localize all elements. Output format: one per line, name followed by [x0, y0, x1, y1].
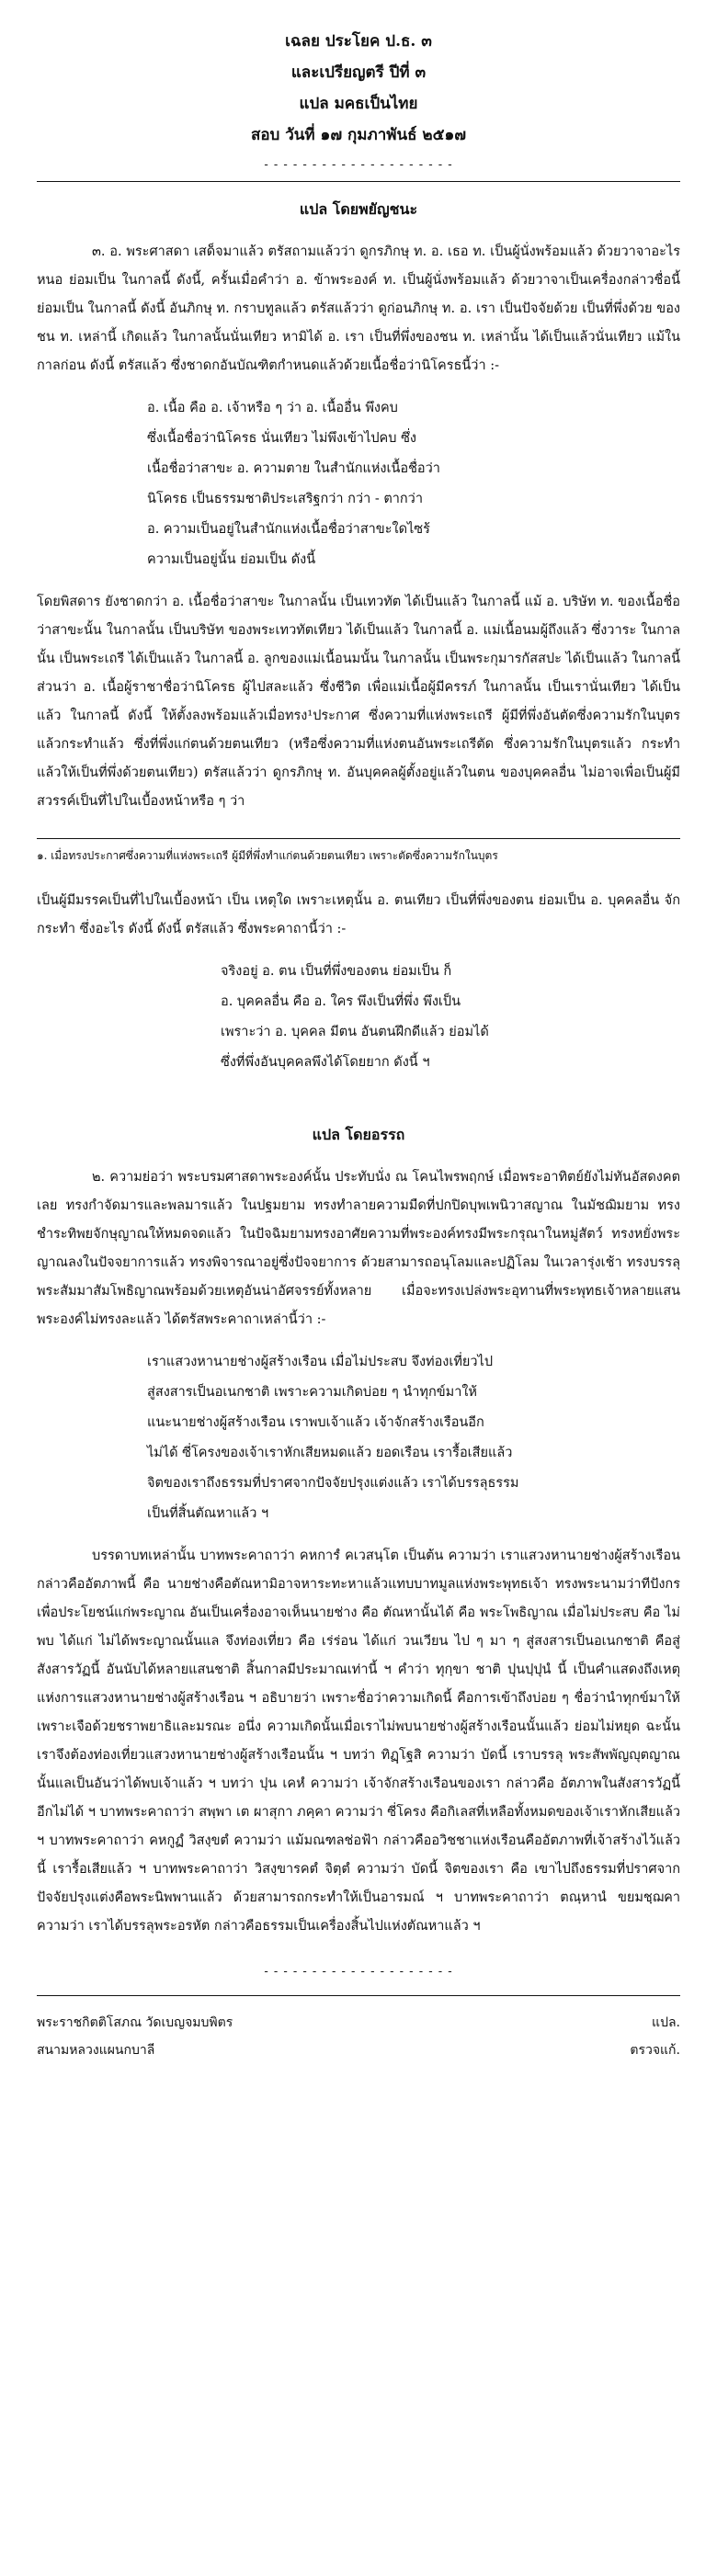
signature-role: แปล. [652, 2015, 680, 2030]
verse-line: ความเป็นอยู่นั้น ย่อมเป็น ดังนี้ [147, 552, 316, 567]
divider-rule [37, 181, 680, 182]
verse-line: เราแสวงหานายช่างผู้สร้างเรือน เมื่อไม่ประสบ จึงท่องเที่ยวไป [147, 1355, 494, 1369]
header-line-exam: เฉลย ประโยค ป.ธ. ๓ [285, 32, 432, 51]
header-line-subject: แปล มคธเป็นไทย [299, 95, 418, 113]
paragraph-literal-1: ๓. อ. พระศาสดา เสด็จมาแล้ว ตรัสถามแล้วว่า ดูกรภิกษุ ท. อ. เธอ ท. เป็นผู้นั่งพร้อมแล้ว ด้วยวาจาอะไรหนอ ย่อมเป็น ในกาลนี้ ดังนี้, ครั้นเมื่อคำว่า อ. ข้าพระองค์ ท. เป็นผู้นั่งพร้อมแล้ว ด้วยวาจาเป็นเครื่องกล่าวชื่อนี้ ย่อมเป็น ในกาลนี้ ดังนี้ อันภิกษุ ท. กราบทูลแล้ว ตรัสแล้วว่า ดูก่อนภิกษุ ท. อ. เรา เป็นปัจจัยด้วย เป็นที่พึ่งด้วย ของชน ท. เหล่านี้ เกิดแล้ว ในกาลนั้นนั่นเทียว หามิได้ อ. เรา เป็นที่พึ่งของชน ท. เหล่านั้น ได้เป็นแล้วนั่นเทียว แม้ในกาลก่อน ดังนี้ ตรัสแล้ว ซึ่งชาดกอันบัณฑิตกำหนดแล้วด้วยเนื้อชื่อว่านิโครธนี้ว่า :- [37, 244, 680, 373]
separator-top: - - - - - - - - - - - - - - - - - - - - [264, 158, 453, 172]
verse-line: อ. ความเป็นอยู่ในสำนักแห่งเนื้อชื่อว่าสาขะใดไซร้ [147, 522, 430, 537]
verse-line: อ. เนื้อ คือ อ. เจ้าหรือ ๆ ว่า อ. เนื้ออื่น พึงคบ [147, 401, 398, 415]
signature-reviewer [37, 2037, 680, 2064]
verse-block-3 [147, 1347, 680, 1529]
signature-translator [37, 2009, 680, 2037]
verse-line: จิตของเราถึงธรรมที่ปราศจากปัจจัยปรุงแต่งแล้ว เราได้บรรลุธรรม [147, 1476, 519, 1491]
verse-line: จริงอยู่ อ. ตน เป็นที่พึ่งของตน ย่อมเป็น ก็ [221, 964, 452, 979]
footnote-rule [37, 838, 680, 839]
section-title-meaning: แปล โดยอรรถ [312, 1126, 405, 1143]
verse-block-1 [147, 393, 680, 575]
header-line-level: และเปรียญตรี ปีที่ ๓ [290, 63, 427, 82]
verse-line: ซึ่งเนื้อชื่อว่านิโครธ นั่นเทียว ไม่พึงเข้าไปคบ ซึ่ง [147, 431, 416, 446]
signature-role: ตรวจแก้. [630, 2043, 680, 2058]
separator-end: - - - - - - - - - - - - - - - - - - - - [264, 1965, 453, 1979]
document-header [37, 26, 680, 151]
verse-line: เนื้อชื่อว่าสาขะ อ. ความตาย ในสำนักแห่งเนื้อชื่อว่า [147, 461, 440, 476]
paragraph-literal-3: เป็นผู้มีมรรคเป็นที่ไปในเบื้องหน้า เป็น เหตุใด เพราะเหตุนั้น อ. ตนเทียว เป็นที่พึ่งของตน ย่อมเป็น อ. บุคคลอื่น จักกระทำ ซึ่งอะไร ดังนี้ ดังนี้ ตรัสแล้ว ซึ่งพระคาถานี้ว่า :- [37, 893, 680, 936]
section-title-literal: แปล โดยพยัญชนะ [299, 200, 418, 218]
signature-rule [37, 1995, 680, 1996]
verse-line: แนะนายช่างผู้สร้างเรือน เราพบเจ้าแล้ว เจ้าจักสร้างเรือนอีก [147, 1415, 484, 1430]
verse-line: นิโครธ เป็นธรรมชาติประเสริฐกว่า กว่า - ตากว่า [147, 492, 423, 506]
verse-line: เป็นที่สิ้นตัณหาแล้ว ฯ [147, 1506, 269, 1521]
paragraph-literal-2: โดยพิสดาร ยังชาดกว่า อ. เนื้อชื่อว่าสาขะ ในกาลนั้น เป็นเทวทัต ได้เป็นแล้ว ในกาลนี้ แม้ อ. บริษัท ท. ของเนื้อชื่อว่าสาขะนั้น ในกาลนั้น เป็นบริษัท ของพระเทวทัตเทียว ได้เป็นแล้ว ในกาลนี้ อ. แม่เนื้อนมผู้ถึงแล้ว ซึ่งวาระ ในกาลนั้น เป็นพระเถรี ได้เป็นแล้ว ในกาลนี้ อ. ลูกของแม่เนื้อนมนั้น ในกาลนั้น เป็นพระกุมารกัสสปะ ได้เป็นแล้ว ในกาลนี้ ส่วนว่า อ. เนื้อผู้ราชาชื่อว่านิโครธ ผู้ไปสละแล้ว ซึ่งชีวิต เพื่อแม่เนื้อผู้มีครรภ์ ในกาลนั้น เป็นเรานั่นเทียว ได้เป็นแล้ว ในกาลนี้ ดังนี้ ให้ตั้งลงพร้อมแล้วเมื่อทรง¹ประกาศ ซึ่งความที่แห่งพระเถรี ผู้มีที่พึ่งอันตัดซึ่งความรักในบุตรแล้วกระทำแล้ว ซึ่งที่พึ่งแก่ตนด้วยตนเทียว (หรือซึ่งความที่แห่งตนอันพระเถรีตัด ซึ่งความรักในบุตรแล้ว กระทำแล้วให้เป็นที่พึ่งด้วยตนเทียว) ตรัสแล้วว่า ดูกรภิกษุ ท. อันบุคคลผู้ตั้งอยู่แล้วในตน ของบุคคลอื่น ไม่อาจเพื่อเป็นผู้มีสวรรค์เป็นที่ไปในเบื้องหน้าหรือ ๆ ว่า [37, 595, 680, 809]
footnote: ๑. เมื่อทรงประกาศซึ่งความที่แห่งพระเถรี ผู้มีที่พึ่งทำแก่ตนด้วยตนเทียว เพราะตัดซึ่งความรักในบุตร [37, 849, 498, 862]
header-line-date: สอบ วันที่ ๑๗ กุมภาพันธ์ ๒๕๑๗ [250, 126, 467, 144]
verse-line: เพราะว่า อ. บุคคล มีตน อันตนฝึกดีแล้ว ย่อมได้ [221, 1025, 489, 1039]
verse-block-2 [221, 957, 680, 1078]
signature-name: พระราชกิตติโสภณ วัดเบญจมบพิตร [37, 2015, 233, 2030]
signature-name: สนามหลวงแผนกบาลี [37, 2043, 155, 2058]
verse-line: ซึ่งที่พึ่งอันบุคคลพึงได้โดยยาก ดังนี้ ฯ [221, 1055, 430, 1070]
paragraph-meaning-1: ๒. ความย่อว่า พระบรมศาสดาพระองค์นั้น ประทับนั่ง ณ โคนไพรพฤกษ์ เมื่อพระอาทิตย์ยังไม่ทันอัสดงคตเลย ทรงกำจัดมารและพลมารแล้ว ในปฐมยาม ทรงทำลายความมืดที่ปกปิดบุพเพนิวาสญาณ ในมัชฌิมยาม ทรงชำระทิพยจักษุญาณให้หมดจดแล้ว ในปัจฉิมยามทรงอาศัยความที่พระองค์ทรงมีพระกรุณาในหมู่สัตว์ ทรงหยั่งพระญาณลงในปัจจยาการแล้ว ทรงพิจารณาอยู่ซึ่งปัจจยาการ ด้วยสามารถอนุโลมและปฏิโลม ในเวลารุ่งเช้า ทรงบรรลุพระสัมมาสัมโพธิญาณพร้อมด้วยเหตุอันน่าอัศจรรย์ทั้งหลาย เมื่อจะทรงเปล่งพระอุทานที่พระพุทธเจ้าหลายแสนพระองค์ไม่ทรงละแล้ว ได้ตรัสพระคาถาเหล่านี้ว่า :- [37, 1170, 680, 1327]
verse-line: สู่สงสารเป็นอเนกชาติ เพราะความเกิดบ่อย ๆ นำทุกข์มาให้ [147, 1385, 477, 1400]
verse-line: อ. บุคคลอื่น คือ อ. ใคร พึงเป็นที่พึ่ง พึงเป็น [221, 994, 461, 1009]
verse-line: ไม่ได้ ซี่โครงของเจ้าเราหักเสียหมดแล้ว ยอดเรือน เรารื้อเสียแล้ว [147, 1446, 513, 1460]
paragraph-meaning-2: บรรดาบทเหล่านั้น บาทพระคาถาว่า คหการํ คเวสนฺโต เป็นต้น ความว่า เราแสวงหานายช่างผู้สร้างเรือนกล่าวคืออัตภาพนี้ คือ นายช่างคือตัณหามิอาจหาระทะหาแล้วแทบบาทมูลแห่งพระพุทธเจ้า ทรงพระนามว่าทีปังกร เพื่อประโยชน์แก่พระญาณ อันเป็นเครื่องอาจเห็นนายช่าง คือ ตัณหานั้นได้ คือ พระโพธิญาณ เมื่อไม่ประสบ คือ ไม่พบ ได้แก่ ไม่ได้พระญาณนั้นแล จึงท่องเที่ยว คือ เร่ร่อน ได้แก่ วนเวียน ไป ๆ มา ๆ สู่สงสารเป็นอเนกชาติ คือสู่สังสารวัฏนี้ อันนับได้หลายแสนชาติ สิ้นกาลมีประมาณเท่านี้ ฯ คำว่า ทุกฺขา ชาติ ปุนปฺปุนํ นี้ เป็นคำแสดงถึงเหตุแห่งการแสวงหานายช่างผู้สร้างเรือน ฯ อธิบายว่า เพราะชื่อว่าความเกิดนี้ คือการเข้าถึงบ่อย ๆ ชื่อว่านำทุกข์มาให้ เพราะเจือด้วยชราพยาธิและมรณะ อนึ่ง ความเกิดนั้นเมื่อเราไม่พบนายช่างผู้สร้างเรือนนั้นแล้ว ย่อมไม่หยุด ฉะนั้น เราจึงต้องท่องเที่ยวแสวงหานายช่างผู้สร้างเรือนนั้น ฯ บทว่า ทิฏฺโฐสิ ความว่า บัดนี้ เราบรรลุ พระสัพพัญญุตญาณ นั้นแลเป็นอันว่าได้พบเจ้าแล้ว ฯ บทว่า ปุน เคหํ ความว่า เจ้าจักสร้างเรือนของเรา กล่าวคือ อัตภาพในสังสารวัฏนี้อีกไม่ได้ ฯ บาทพระคาถาว่า สพฺพา เต ผาสุกา ภคฺคา ความว่า ซี่โครง คือกิเลสที่เหลือทั้งหมดของเจ้าเราหักเสียแล้ว ฯ บาทพระคาถาว่า คหกูฏํ วิสงฺขตํ ความว่า แม้มณฑลช่อฟ้า กล่าวคืออวิชชาแห่งเรือนคืออัตภาพที่เจ้าสร้างไว้แล้วนี้ เรารื้อเสียแล้ว ฯ บาทพระคาถาว่า วิสงฺขารคตํ จิตฺตํ ความว่า บัดนี้ จิตของเรา คือ เขาไปถึงธรรมที่ปราศจากปัจจัยปรุงแต่งคือพระนิพพานแล้ว ด้วยสามารถกระทำให้เป็นอารมณ์ ฯ บาทพระคาถาว่า ตณฺหานํ ขยมชฺฌคา ความว่า เราได้บรรลุพระอรหัต กล่าวคือธรรมเป็นเครื่องสิ้นไปแห่งตัณหาแล้ว ฯ [37, 1549, 680, 1934]
